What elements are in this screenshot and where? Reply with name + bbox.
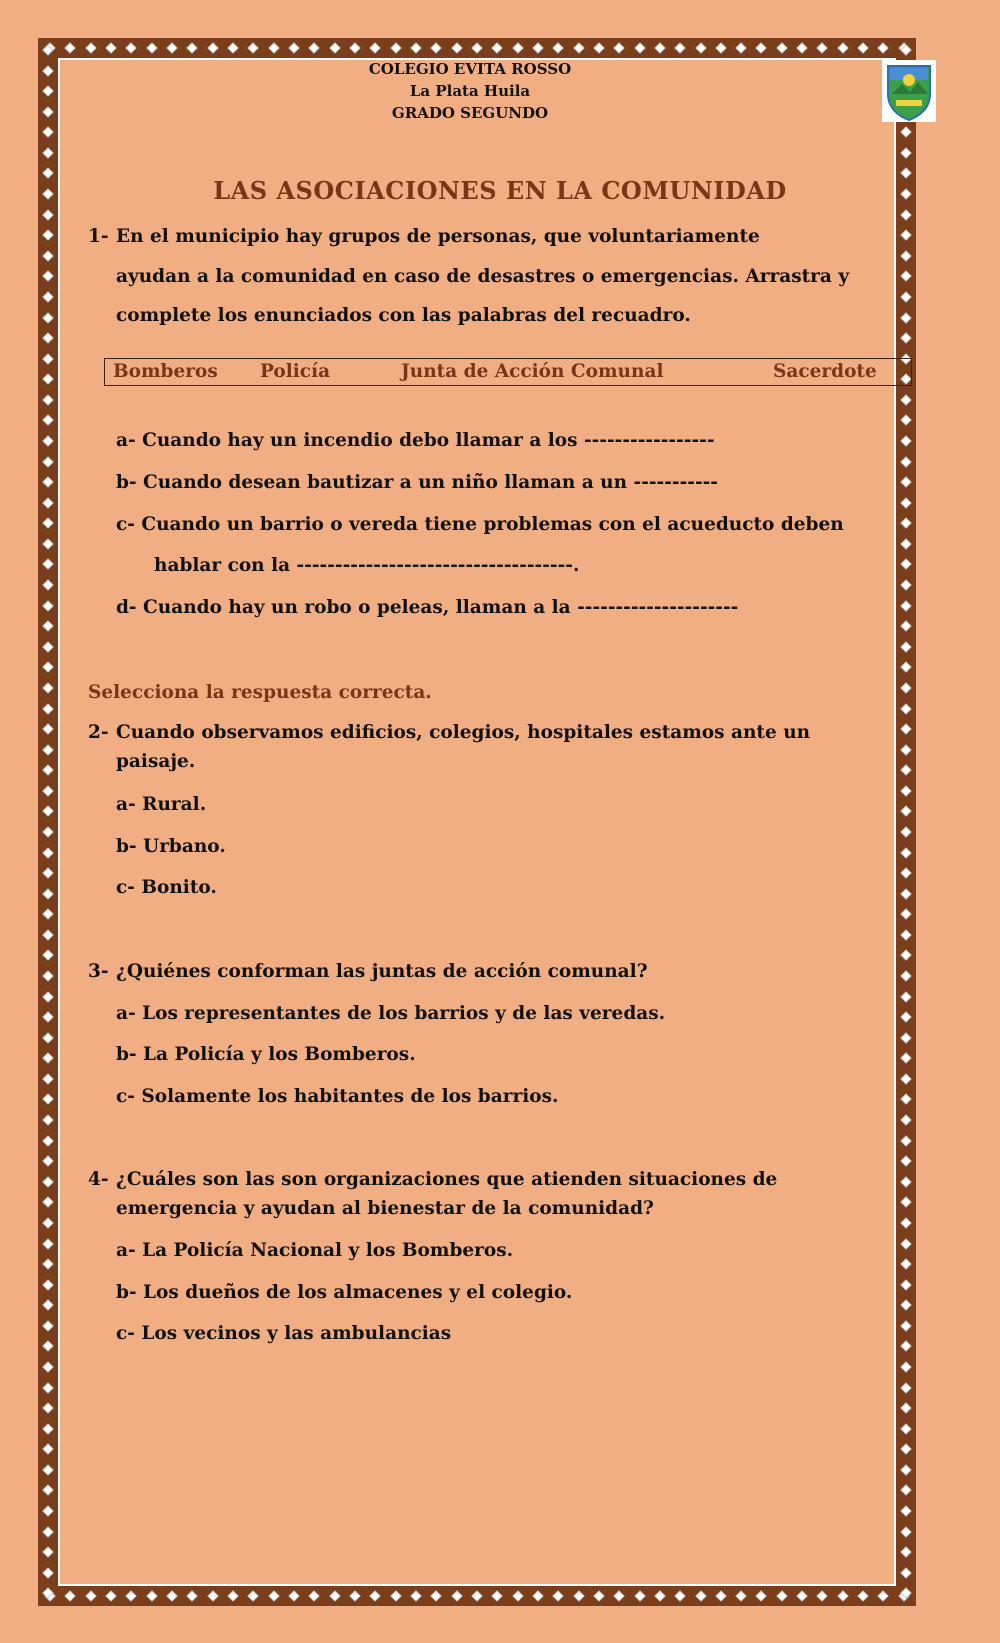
border-diamond: [42, 847, 53, 858]
border-diamond: [42, 785, 53, 796]
border-diamond: [126, 42, 137, 53]
border-diamond: [900, 826, 911, 837]
border-diamond: [900, 1526, 911, 1537]
border-diamond: [207, 42, 218, 53]
border-left-diamonds: [42, 44, 54, 1600]
border-diamond: [42, 476, 53, 487]
border-diamond: [900, 785, 911, 796]
border-diamond: [105, 42, 116, 53]
q4-option-c[interactable]: c- Los vecinos y las ambulancias: [116, 1323, 452, 1344]
border-diamond: [42, 1464, 53, 1475]
border-diamond: [42, 641, 53, 652]
border-diamond: [900, 312, 911, 323]
q4-option-b[interactable]: b- Los dueños de los almacenes y el colegio.: [116, 1282, 573, 1303]
border-diamond: [900, 703, 911, 714]
border-diamond: [42, 312, 53, 323]
border-diamond: [248, 1590, 259, 1601]
word-sacerdote[interactable]: Sacerdote: [773, 361, 877, 382]
border-diamond: [900, 1567, 911, 1578]
border-diamond: [126, 1590, 137, 1601]
border-diamond: [166, 1590, 177, 1601]
border-diamond: [42, 394, 53, 405]
border-diamond: [146, 42, 157, 53]
border-diamond: [42, 353, 53, 364]
border-diamond: [42, 950, 53, 961]
q3-option-c[interactable]: c- Solamente los habitantes de los barrios.: [116, 1086, 559, 1107]
border-diamond: [634, 1590, 645, 1601]
border-diamond: [900, 970, 911, 981]
school-city: La Plata Huila: [409, 82, 531, 100]
border-diamond: [614, 1590, 625, 1601]
border-diamond: [837, 42, 848, 53]
border-diamond: [288, 1590, 299, 1601]
border-diamond: [593, 42, 604, 53]
border-diamond: [776, 1590, 787, 1601]
border-diamond: [817, 42, 828, 53]
border-diamond: [900, 1361, 911, 1372]
border-diamond: [42, 1547, 53, 1558]
border-diamond: [900, 1588, 911, 1599]
border-diamond: [42, 970, 53, 981]
border-diamond: [900, 1320, 911, 1331]
border-diamond: [42, 909, 53, 920]
q1-item-d[interactable]: d- Cuando hay un robo o peleas, llaman a la ---------------------: [116, 597, 739, 618]
border-diamond: [900, 291, 911, 302]
border-diamond: [248, 42, 259, 53]
q2-option-b[interactable]: b- Urbano.: [116, 836, 226, 857]
border-diamond: [900, 765, 911, 776]
border-diamond: [410, 42, 421, 53]
border-diamond: [900, 1156, 911, 1167]
border-diamond: [900, 1197, 911, 1208]
school-header: [0, 58, 940, 124]
border-diamond: [42, 1279, 53, 1290]
border-diamond: [42, 1505, 53, 1516]
border-diamond: [349, 1590, 360, 1601]
border-diamond: [900, 435, 911, 446]
border-diamond: [42, 1402, 53, 1413]
q1-item-c[interactable]: c- Cuando un barrio o vereda tiene problemas con el acueducto deben: [116, 514, 844, 535]
border-diamond: [878, 42, 889, 53]
border-diamond: [42, 579, 53, 590]
border-diamond: [573, 1590, 584, 1601]
border-diamond: [512, 42, 523, 53]
border-diamond: [85, 42, 96, 53]
border-diamond: [42, 1176, 53, 1187]
border-diamond: [42, 1217, 53, 1228]
border-diamond: [900, 1341, 911, 1352]
border-diamond: [553, 42, 564, 53]
border-diamond: [900, 209, 911, 220]
border-diamond: [675, 1590, 686, 1601]
border-diamond: [187, 42, 198, 53]
border-diamond: [390, 1590, 401, 1601]
border-diamond: [900, 1032, 911, 1043]
border-diamond: [42, 559, 53, 570]
border-diamond: [227, 1590, 238, 1601]
border-diamond: [42, 456, 53, 467]
q2-option-c[interactable]: c- Bonito.: [116, 877, 217, 898]
border-diamond: [857, 42, 868, 53]
border-diamond: [42, 1300, 53, 1311]
border-diamond: [900, 147, 911, 158]
border-diamond: [900, 1300, 911, 1311]
border-diamond: [166, 42, 177, 53]
q1-item-c-cont[interactable]: hablar con la ------------------------------------.: [154, 555, 580, 576]
border-top-diamonds: [44, 42, 910, 54]
border-diamond: [42, 271, 53, 282]
border-diamond: [288, 42, 299, 53]
border-diamond: [42, 662, 53, 673]
border-diamond: [370, 42, 381, 53]
border-diamond: [654, 42, 665, 53]
border-diamond: [900, 641, 911, 652]
border-diamond: [42, 1423, 53, 1434]
border-diamond: [42, 435, 53, 446]
border-diamond: [207, 1590, 218, 1601]
q2-number: 2-: [88, 722, 109, 743]
border-diamond: [900, 1176, 911, 1187]
border-diamond: [900, 1258, 911, 1269]
q4-question-line-2: emergencia y ayudan al bienestar de la comunidad?: [116, 1198, 654, 1219]
border-diamond: [42, 374, 53, 385]
border-diamond: [105, 1590, 116, 1601]
border-diamond: [900, 909, 911, 920]
border-diamond: [42, 1361, 53, 1372]
q1-number: 1-: [88, 226, 109, 247]
border-diamond: [42, 497, 53, 508]
border-diamond: [900, 1423, 911, 1434]
border-diamond: [900, 662, 911, 673]
q4-question-line-1: ¿Cuáles son las son organizaciones que atienden situaciones de: [116, 1169, 778, 1190]
border-diamond: [900, 847, 911, 858]
border-diamond: [42, 1073, 53, 1084]
border-diamond: [553, 1590, 564, 1601]
border-diamond: [756, 42, 767, 53]
border-diamond: [42, 332, 53, 343]
border-diamond: [42, 1258, 53, 1269]
border-diamond: [900, 1012, 911, 1023]
q2-question-line-1: Cuando observamos edificios, colegios, hospitales estamos ante un: [116, 722, 811, 743]
word-junta[interactable]: Junta de Acción Comunal: [401, 361, 664, 382]
border-diamond: [715, 1590, 726, 1601]
border-diamond: [900, 600, 911, 611]
border-diamond: [900, 271, 911, 282]
school-shield-logo: [882, 60, 936, 122]
border-diamond: [42, 867, 53, 878]
border-diamond: [900, 888, 911, 899]
q4-number: 4-: [88, 1169, 109, 1190]
border-diamond: [42, 1032, 53, 1043]
border-diamond: [42, 1588, 53, 1599]
border-diamond: [900, 476, 911, 487]
border-diamond: [900, 579, 911, 590]
border-diamond: [654, 1590, 665, 1601]
border-diamond: [817, 1590, 828, 1601]
q1-item-a[interactable]: a- Cuando hay un incendio debo llamar a los -----------------: [116, 430, 715, 451]
border-diamond: [42, 600, 53, 611]
border-diamond: [410, 1590, 421, 1601]
border-diamond: [900, 538, 911, 549]
border-diamond: [370, 1590, 381, 1601]
border-bottom-diamonds: [44, 1590, 910, 1602]
page-area: [58, 58, 896, 1586]
border-diamond: [695, 1590, 706, 1601]
border-diamond: [900, 1279, 911, 1290]
border-diamond: [796, 42, 807, 53]
border-diamond: [900, 723, 911, 734]
border-diamond: [471, 1590, 482, 1601]
border-diamond: [42, 518, 53, 529]
border-diamond: [42, 209, 53, 220]
border-diamond: [42, 538, 53, 549]
q1-line-1: En el municipio hay grupos de personas, que voluntariamente: [116, 226, 760, 247]
page-title: LAS ASOCIACIONES EN LA COMUNIDAD: [213, 176, 787, 205]
border-diamond: [65, 1590, 76, 1601]
border-diamond: [390, 42, 401, 53]
border-diamond: [900, 127, 911, 138]
border-diamond: [42, 1053, 53, 1064]
border-diamond: [268, 1590, 279, 1601]
border-diamond: [900, 1485, 911, 1496]
q2-option-a[interactable]: a- Rural.: [116, 794, 207, 815]
border-diamond: [146, 1590, 157, 1601]
border-diamond: [796, 1590, 807, 1601]
border-diamond: [349, 42, 360, 53]
border-diamond: [756, 1590, 767, 1601]
border-diamond: [309, 1590, 320, 1601]
q1-line-3: complete los enunciados con las palabras del recuadro.: [116, 305, 691, 326]
border-diamond: [42, 1135, 53, 1146]
border-diamond: [900, 456, 911, 467]
q3-option-a[interactable]: a- Los representantes de los barrios y de las veredas.: [116, 1003, 666, 1024]
border-diamond: [42, 991, 53, 1002]
border-diamond: [42, 1094, 53, 1105]
q1-line-2: ayudan a la comunidad en caso de desastres o emergencias. Arrastra y: [116, 266, 850, 287]
border-diamond: [573, 42, 584, 53]
border-diamond: [900, 1238, 911, 1249]
border-diamond: [42, 723, 53, 734]
border-diamond: [492, 1590, 503, 1601]
border-diamond: [900, 929, 911, 940]
border-diamond: [187, 1590, 198, 1601]
border-diamond: [900, 1464, 911, 1475]
q1-item-b[interactable]: b- Cuando desean bautizar a un niño llaman a un -----------: [116, 472, 718, 493]
border-diamond: [900, 867, 911, 878]
border-diamond: [42, 682, 53, 693]
q3-number: 3-: [88, 961, 109, 982]
border-diamond: [735, 1590, 746, 1601]
border-diamond: [42, 744, 53, 755]
school-grade: GRADO SEGUNDO: [391, 104, 549, 122]
border-diamond: [42, 1197, 53, 1208]
border-diamond: [329, 1590, 340, 1601]
border-diamond: [900, 1505, 911, 1516]
border-diamond: [900, 991, 911, 1002]
border-diamond: [900, 415, 911, 426]
border-diamond: [42, 415, 53, 426]
border-diamond: [227, 42, 238, 53]
border-right-diamonds: [900, 44, 912, 1600]
border-diamond: [309, 42, 320, 53]
q2-question-line-2: paisaje.: [116, 751, 196, 772]
border-diamond: [42, 703, 53, 714]
border-diamond: [900, 1114, 911, 1125]
border-diamond: [900, 394, 911, 405]
border-diamond: [900, 1547, 911, 1558]
border-diamond: [431, 42, 442, 53]
border-diamond: [837, 1590, 848, 1601]
border-diamond: [900, 682, 911, 693]
border-diamond: [900, 559, 911, 570]
word-bomberos[interactable]: Bomberos: [113, 361, 218, 382]
border-diamond: [695, 42, 706, 53]
border-diamond: [42, 1444, 53, 1455]
word-bank: [104, 358, 912, 386]
border-diamond: [42, 1526, 53, 1537]
border-diamond: [329, 42, 340, 53]
border-diamond: [776, 42, 787, 53]
q3-question: ¿Quiénes conforman las juntas de acción comunal?: [116, 961, 648, 982]
border-diamond: [675, 42, 686, 53]
border-diamond: [900, 1444, 911, 1455]
border-diamond: [900, 1382, 911, 1393]
border-diamond: [900, 1073, 911, 1084]
border-diamond: [512, 1590, 523, 1601]
border-diamond: [878, 1590, 889, 1601]
border-diamond: [42, 44, 53, 55]
border-diamond: [42, 1485, 53, 1496]
border-diamond: [42, 291, 53, 302]
border-diamond: [42, 1114, 53, 1125]
border-diamond: [42, 250, 53, 261]
border-diamond: [42, 230, 53, 241]
border-diamond: [42, 765, 53, 776]
q4-option-a[interactable]: a- La Policía Nacional y los Bomberos.: [116, 1240, 514, 1261]
border-diamond: [593, 1590, 604, 1601]
q3-option-b[interactable]: b- La Policía y los Bomberos.: [116, 1044, 416, 1065]
border-diamond: [42, 1320, 53, 1331]
border-diamond: [42, 1567, 53, 1578]
border-diamond: [900, 230, 911, 241]
border-diamond: [900, 806, 911, 817]
border-diamond: [715, 42, 726, 53]
border-diamond: [451, 42, 462, 53]
border-diamond: [735, 42, 746, 53]
border-diamond: [42, 888, 53, 899]
border-diamond: [614, 42, 625, 53]
word-policia[interactable]: Policía: [260, 361, 331, 382]
section-instruction: Selecciona la respuesta correcta.: [88, 682, 432, 703]
border-diamond: [42, 1156, 53, 1167]
border-diamond: [900, 497, 911, 508]
border-diamond: [634, 42, 645, 53]
border-diamond: [900, 950, 911, 961]
school-name: COLEGIO EVITA ROSSO: [368, 60, 572, 78]
border-diamond: [85, 1590, 96, 1601]
border-diamond: [900, 332, 911, 343]
border-diamond: [900, 250, 911, 261]
border-diamond: [451, 1590, 462, 1601]
border-diamond: [471, 42, 482, 53]
border-diamond: [492, 42, 503, 53]
border-diamond: [42, 1238, 53, 1249]
border-diamond: [900, 518, 911, 529]
border-diamond: [42, 1341, 53, 1352]
border-diamond: [268, 42, 279, 53]
border-diamond: [42, 806, 53, 817]
border-diamond: [532, 1590, 543, 1601]
border-diamond: [900, 1402, 911, 1413]
border-diamond: [42, 1382, 53, 1393]
border-diamond: [900, 744, 911, 755]
border-diamond: [532, 42, 543, 53]
border-diamond: [900, 1135, 911, 1146]
border-diamond: [42, 929, 53, 940]
border-diamond: [900, 1053, 911, 1064]
border-diamond: [42, 127, 53, 138]
border-diamond: [42, 1012, 53, 1023]
border-diamond: [900, 1217, 911, 1228]
border-diamond: [900, 44, 911, 55]
border-diamond: [857, 1590, 868, 1601]
border-diamond: [900, 1094, 911, 1105]
border-diamond: [900, 621, 911, 632]
border-diamond: [42, 147, 53, 158]
border-diamond: [431, 1590, 442, 1601]
border-diamond: [65, 42, 76, 53]
border-diamond: [42, 826, 53, 837]
border-diamond: [42, 621, 53, 632]
